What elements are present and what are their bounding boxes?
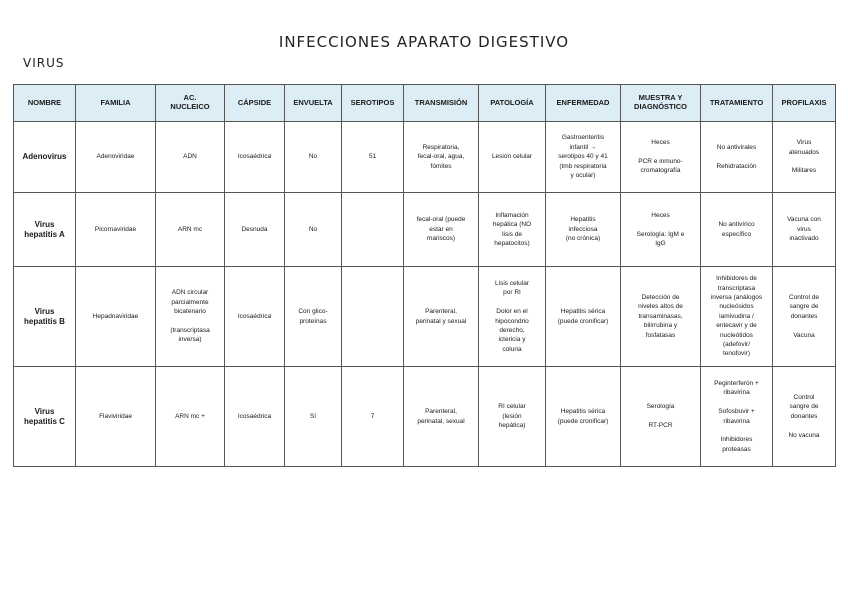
cell-profilaxis: Control de sangre de donantes Vacuna xyxy=(773,267,836,367)
cell-serotipos: 7 xyxy=(342,367,404,467)
cell-capside: Icosaédrica xyxy=(225,367,285,467)
cell-serotipos: 51 xyxy=(342,122,404,193)
virus-table xyxy=(13,84,836,467)
col-header-enfermedad: ENFERMEDAD xyxy=(546,85,621,122)
cell-nombre: Adenovirus xyxy=(14,122,76,193)
cell-familia: Flaviviridae xyxy=(76,367,156,467)
cell-enfermedad: Hepatitis sérica (puede cronificar) xyxy=(546,367,621,467)
cell-muestra-diagnostico: Detección de niveles altos de transaminasas, bilirrubina y fosfatasas xyxy=(621,267,701,367)
cell-patologia: Lesión celular xyxy=(479,122,546,193)
cell-transmision: Parenteral, perinatal y sexual xyxy=(404,267,479,367)
cell-ac-nucleico: ARN mc + xyxy=(156,367,225,467)
cell-familia: Hepadnaviridae xyxy=(76,267,156,367)
section-heading: VIRUS xyxy=(23,56,65,70)
col-header-profilaxis: PROFILAXIS xyxy=(773,85,836,122)
cell-serotipos xyxy=(342,193,404,267)
cell-familia: Adenoviridae xyxy=(76,122,156,193)
cell-patologia: Inflamación hepática (NO lisis de hepatocitos) xyxy=(479,193,546,267)
col-header-tratamiento: TRATAMIENTO xyxy=(701,85,773,122)
cell-ac-nucleico: ARN mc xyxy=(156,193,225,267)
cell-transmision: Parenteral, perinatal, sexual xyxy=(404,367,479,467)
col-header-nombre: NOMBRE xyxy=(14,85,76,122)
header-row xyxy=(14,85,836,122)
cell-ac-nucleico: ADN xyxy=(156,122,225,193)
cell-patologia: Lisis celular por RI Dolor en el hipocondrio derecho, ictericia y coluria xyxy=(479,267,546,367)
col-header-envuelta: ENVUELTA xyxy=(285,85,342,122)
cell-capside: Desnuda xyxy=(225,193,285,267)
cell-tratamiento: No antivirales Rehidratación xyxy=(701,122,773,193)
table-row-adenovirus xyxy=(14,122,836,193)
cell-capside: Icosaédrica xyxy=(225,122,285,193)
cell-patologia: RI celular (lesión hepática) xyxy=(479,367,546,467)
page-title: INFECCIONES APARATO DIGESTIVO xyxy=(278,33,570,51)
cell-capside: Icosaédrica xyxy=(225,267,285,367)
cell-envuelta: No xyxy=(285,193,342,267)
cell-muestra-diagnostico: Serología RT-PCR xyxy=(621,367,701,467)
col-header-muestra-diagnostico: MUESTRA Y DIAGNÓSTICO xyxy=(621,85,701,122)
col-header-transmision: TRANSMISIÓN xyxy=(404,85,479,122)
cell-profilaxis: Virus atenuados Militares xyxy=(773,122,836,193)
cell-profilaxis: Vacuna con virus inactivado xyxy=(773,193,836,267)
cell-serotipos xyxy=(342,267,404,367)
cell-envuelta: Con glico- proteínas xyxy=(285,267,342,367)
cell-enfermedad: Hepatitis infecciosa (no crónica) xyxy=(546,193,621,267)
cell-familia: Picornaviridae xyxy=(76,193,156,267)
cell-tratamiento: Inhibidores de transcriptasa inversa (análogos nucleósidos lamivudina / entecavir y de nucleótidos (adefovir/ tenofovir) xyxy=(701,267,773,367)
col-header-familia: FAMILIA xyxy=(76,85,156,122)
cell-enfermedad: Hepatitis sérica (puede cronificar) xyxy=(546,267,621,367)
col-header-serotipos: SEROTIPOS xyxy=(342,85,404,122)
cell-nombre: Virus hepatitis B xyxy=(14,267,76,367)
table-row-hepatitis-b xyxy=(14,267,836,367)
col-header-ac-nucleico: AC. NUCLEICO xyxy=(156,85,225,122)
cell-muestra-diagnostico: Heces PCR e inmuno- cromatografía xyxy=(621,122,701,193)
cell-enfermedad: Gastroenteritis infantil → serotipos 40 y 41 (tmb respiratoria y ocular) xyxy=(546,122,621,193)
table-row-hepatitis-c xyxy=(14,367,836,467)
cell-transmision: fecal-oral (puede estar en mariscos) xyxy=(404,193,479,267)
cell-nombre: Virus hepatitis C xyxy=(14,367,76,467)
cell-profilaxis: Control sangre de donantes No vacuna xyxy=(773,367,836,467)
cell-muestra-diagnostico: Heces Serología: IgM e IgG xyxy=(621,193,701,267)
cell-tratamiento: Peginterferón + ribavirina Sofosbuvir + ribavirina Inhibidores proteasas xyxy=(701,367,773,467)
cell-envuelta: No xyxy=(285,122,342,193)
col-header-capside: CÁPSIDE xyxy=(225,85,285,122)
col-header-patologia: PATOLOGÍA xyxy=(479,85,546,122)
cell-envuelta: Sí xyxy=(285,367,342,467)
table-row-hepatitis-a xyxy=(14,193,836,267)
cell-nombre: Virus hepatitis A xyxy=(14,193,76,267)
cell-ac-nucleico: ADN circular parcialmente bicatenario (transcriptasa inversa) xyxy=(156,267,225,367)
cell-transmision: Respiratoria, fecal-oral, agua, fómites xyxy=(404,122,479,193)
cell-tratamiento: No antivírico específico xyxy=(701,193,773,267)
